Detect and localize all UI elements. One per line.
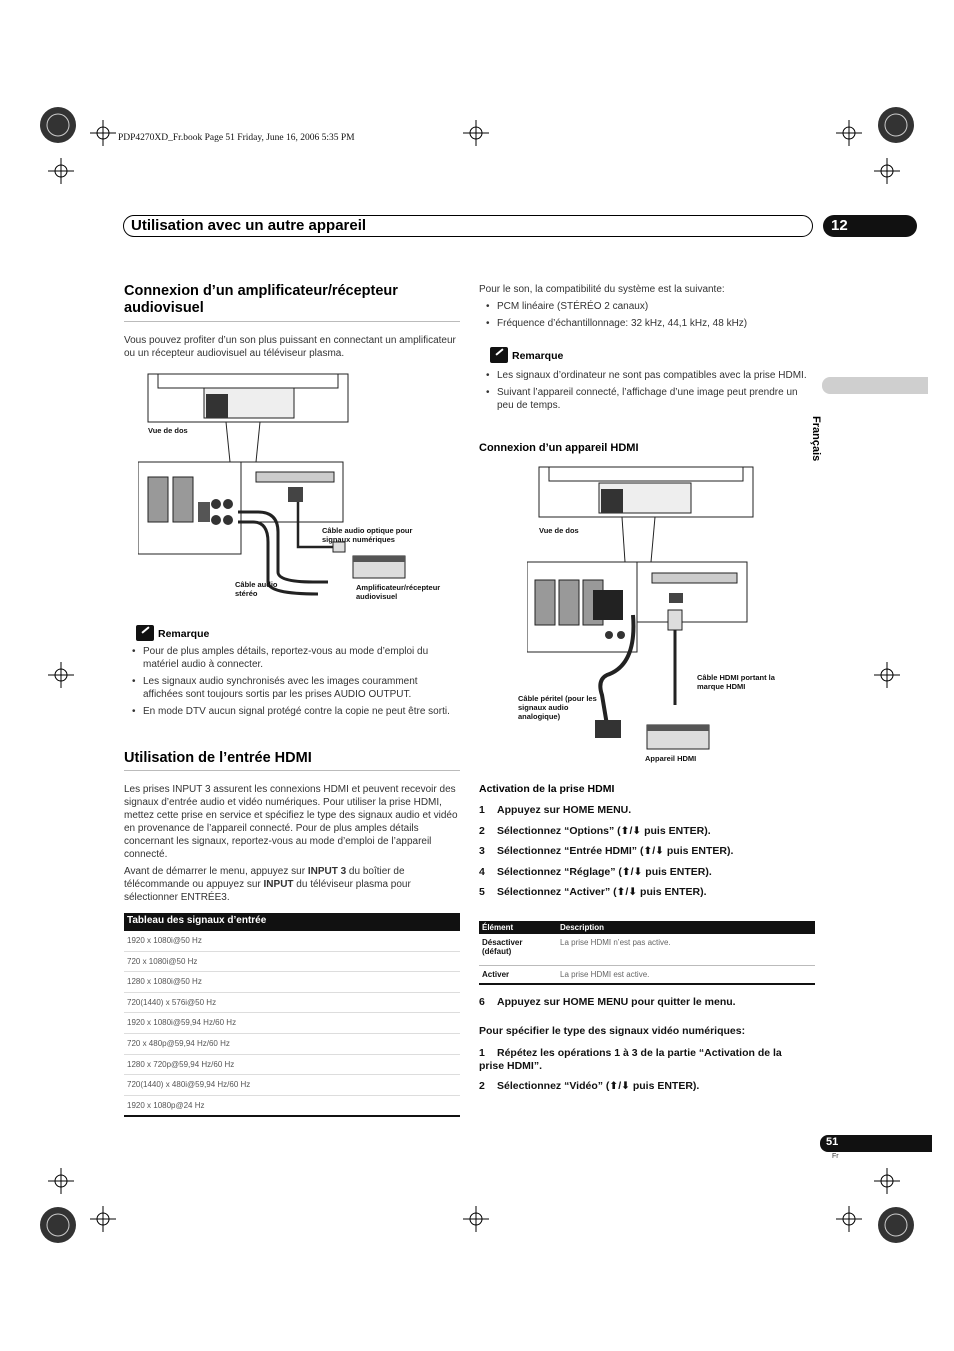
step-item: 1 Appuyez sur HOME MENU.: [479, 804, 632, 816]
optical-cable-label: Câble audio optique pour signaux numériques: [322, 526, 413, 544]
crosshair-icon: [874, 662, 900, 688]
list-item: • Pour de plus amples détails, reportez-vous au mode d’emploi du matériel audio à connecter.: [129, 645, 459, 671]
crosshair-icon: [463, 1206, 489, 1232]
input-signal-table: [124, 913, 460, 1117]
step-item: 4 Sélectionnez “Réglage” (⬆/⬇ puis ENTER).: [479, 865, 712, 878]
registration-mark-icon: [38, 105, 78, 145]
crosshair-icon: [48, 1168, 74, 1194]
table-header: Élément: [479, 921, 557, 934]
crosshair-icon: [90, 1206, 116, 1232]
video-steps: [479, 1047, 809, 1093]
note-header: Remarque: [490, 346, 563, 364]
crosshair-icon: [48, 158, 74, 184]
divider: [124, 770, 460, 771]
hdmi-device-label: Appareil HDMI: [645, 754, 697, 763]
registration-mark-icon: [38, 1205, 78, 1245]
scart-cable-label: Câble péritel (pour les signaux audio analogique): [518, 694, 597, 721]
language-tab: [822, 377, 928, 394]
activation-steps: [479, 804, 814, 899]
table-header: Tableau des signaux d’entrée: [124, 913, 460, 931]
amplifier-connection-diagram: [138, 372, 450, 612]
crosshair-icon: [463, 120, 489, 146]
list-item: • PCM linéaire (STÉRÉO 2 canaux): [483, 300, 813, 313]
section-title: Utilisation de l’entrée HDMI: [124, 750, 312, 766]
step-item: 1 Répétez les opérations 1 à 3 de la partie “Activation de la prise HDMI”.: [479, 1047, 782, 1072]
table-row: Désactiver (défaut) La prise HDMI n’est pas active.: [479, 934, 815, 965]
list-item: • Les signaux d’ordinateur ne sont pas compatibles avec la prise HDMI.: [483, 369, 813, 382]
hdmi-connection-title: Connexion d’un appareil HDMI: [479, 442, 639, 454]
table-header: Description: [557, 921, 815, 934]
intro-text: Vous pouvez profiter d’un son plus puissant en connectant un amplificateur ou un récepteur audiovisuel au téléviseur plasma.: [124, 335, 456, 359]
note-header: Remarque: [136, 624, 209, 642]
note-pencil-icon: [136, 625, 154, 641]
table-row: 1280 x 1080i@50 Hz: [124, 972, 460, 993]
crosshair-icon: [874, 1168, 900, 1194]
rear-view-label: Vue de dos: [148, 426, 188, 435]
table-row: 720(1440) x 480i@59,94 Hz/60 Hz: [124, 1075, 460, 1096]
page-header-title: Utilisation avec un autre appareil: [131, 217, 367, 234]
page-language: Fr: [832, 1153, 839, 1160]
rear-view-label: Vue de dos: [539, 526, 579, 535]
table-row: 720 x 1080i@50 Hz: [124, 952, 460, 973]
activation-title: Activation de la prise HDMI: [479, 783, 615, 795]
table-row: 1920 x 1080i@59,94 Hz/60 Hz: [124, 1013, 460, 1034]
list-item: • Suivant l’appareil connecté, l’affichage d’une image peut prendre un peu de temps.: [483, 386, 813, 412]
hdmi-input-text: Avant de démarrer le menu, appuyez sur INPUT 3 du boîtier de télécommande ou appuyez sur INPUT du téléviseur plasma pour sélectionner ENTRÉE3.: [124, 866, 411, 903]
crosshair-icon: [836, 120, 862, 146]
table-row: 720 x 480p@59,94 Hz/60 Hz: [124, 1034, 460, 1055]
registration-mark-icon: [876, 105, 916, 145]
table-row: 1280 x 720p@59,94 Hz/60 Hz: [124, 1055, 460, 1076]
crosshair-icon: [836, 1206, 862, 1232]
video-signal-title: Pour spécifier le type des signaux vidéo numériques:: [479, 1025, 746, 1037]
crosshair-icon: [90, 120, 116, 146]
step-item: 2 Sélectionnez “Options” (⬆/⬇ puis ENTER).: [479, 824, 711, 837]
language-label: Français: [810, 416, 822, 462]
note-pencil-icon: [490, 347, 508, 363]
amplifier-label: Amplificateur/récepteur audiovisuel: [356, 583, 441, 601]
sound-intro: Pour le son, la compatibilité du système est la suivante:: [479, 284, 725, 295]
crosshair-icon: [48, 662, 74, 688]
step-item: 2 Sélectionnez “Vidéo” (⬆/⬇ puis ENTER).: [479, 1080, 700, 1092]
list-item: • Les signaux audio synchronisés avec les images couramment affichées sont toujours sortis par les prises AUDIO OUTPUT.: [129, 675, 459, 701]
table-row: 1920 x 1080i@50 Hz: [124, 931, 460, 952]
sound-list: [483, 300, 813, 334]
hdmi-cable-label: Câble HDMI portant la marque HDMI: [697, 673, 775, 691]
step-item: 5 Sélectionnez “Activer” (⬆/⬇ puis ENTER).: [479, 886, 707, 898]
note-list: [129, 645, 459, 722]
crosshair-icon: [874, 158, 900, 184]
option-table: [479, 921, 815, 985]
table-row: 720(1440) x 576i@50 Hz: [124, 993, 460, 1014]
chapter-number: 12: [831, 217, 848, 234]
section-title: Connexion d’un amplificateur/récepteur audiovisuel: [124, 283, 398, 316]
table-row: 1920 x 1080p@24 Hz: [124, 1096, 460, 1118]
file-info: PDP4270XD_Fr.book Page 51 Friday, June 16, 2006 5:35 PM: [118, 133, 355, 143]
hdmi-intro-text: Les prises INPUT 3 assurent les connexions HDMI et peuvent recevoir des signaux d’entrée audio et vidéo numériques. Pour utiliser la prise HDMI, mettez cette prise en service et spécifiez le type des signaux audio et vidéo en provenance de l’appareil connecté. Pour de plus amples détails concernant les signaux, reportez-vous au mode d’emploi de l’appareil connecté.: [124, 784, 458, 860]
step-item: 3 Sélectionnez “Entrée HDMI” (⬆/⬇ puis ENTER).: [479, 845, 734, 857]
note-list: [483, 369, 813, 416]
section-amplifier: [124, 283, 460, 317]
stereo-cable-label: Câble audio stéréo: [235, 580, 278, 598]
list-item: • Fréquence d’échantillonnage: 32 kHz, 44,1 kHz, 48 kHz): [483, 317, 813, 330]
registration-mark-icon: [876, 1205, 916, 1245]
list-item: • En mode DTV aucun signal protégé contre la copie ne peut être sorti.: [129, 705, 459, 718]
page-number: 51: [826, 1136, 839, 1148]
step-item: 6 Appuyez sur HOME MENU pour quitter le menu.: [479, 996, 736, 1008]
divider: [124, 321, 460, 322]
table-row: Activer La prise HDMI est active.: [479, 965, 815, 984]
